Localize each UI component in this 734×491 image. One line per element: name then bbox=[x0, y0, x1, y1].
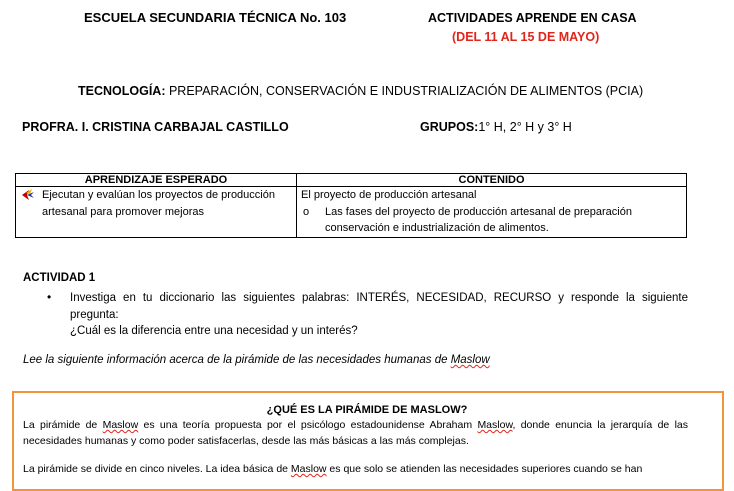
table-row bbox=[16, 187, 687, 238]
activity-title: ACTIVIDAD 1 bbox=[23, 272, 96, 284]
activity-instruction-block bbox=[70, 290, 688, 340]
maslow-word: Maslow bbox=[290, 463, 327, 475]
header-content: CONTENIDO bbox=[297, 174, 687, 187]
activity-instruction: Investiga en tu diccionario las siguientes palabras: INTERÉS, NECESIDAD, RECURSO y responde la siguiente pregunta: bbox=[70, 292, 688, 321]
p2-text-a: La pirámide se divide en cinco niveles. La idea básica de bbox=[23, 463, 291, 475]
reading-prompt-text: Lee la siguiente información acerca de la pirámide de las necesidades humanas de bbox=[23, 354, 451, 366]
header-expected: APRENDIZAJE ESPERADO bbox=[16, 174, 297, 187]
groups-label: GRUPOS: bbox=[420, 120, 479, 134]
maslow-word: Maslow bbox=[450, 354, 490, 366]
content-item bbox=[301, 204, 682, 237]
subject-line bbox=[78, 84, 643, 98]
groups-value: 1° H, 2° H y 3° H bbox=[478, 120, 572, 134]
table-header-row bbox=[16, 174, 687, 187]
p1-text-b: es una teoría propuesta por el psicólogo estadounidense Abraham bbox=[138, 419, 478, 431]
activities-title: ACTIVIDADES APRENDE EN CASA bbox=[428, 11, 637, 25]
date-range: (DEL 11 AL 15 DE MAYO) bbox=[452, 30, 600, 44]
circle-bullet: o bbox=[303, 205, 310, 218]
p1-text-a: La pirámide de bbox=[23, 419, 103, 431]
teacher-name: PROFRA. I. CRISTINA CARBAJAL CASTILLO bbox=[22, 120, 289, 134]
learning-table bbox=[15, 173, 687, 238]
info-paragraph-1 bbox=[23, 417, 688, 449]
maslow-word: Maslow bbox=[102, 419, 139, 431]
subject-value: PREPARACIÓN, CONSERVACIÓN E INDUSTRIALIZACIÓN DE ALIMENTOS (PCIA) bbox=[165, 84, 644, 98]
content-intro: El proyecto de producción artesanal bbox=[301, 189, 477, 201]
school-name: ESCUELA SECUNDARIA TÉCNICA No. 103 bbox=[84, 10, 347, 25]
groups-line bbox=[420, 120, 572, 134]
expected-text: Ejecutan y evalúan los proyectos de producción artesanal para promover mejoras bbox=[42, 189, 275, 218]
p2-text-b: es que solo se atienden las necesidades superiores cuando se han bbox=[326, 463, 643, 475]
expected-cell bbox=[16, 187, 297, 238]
info-box-title: ¿QUÉ ES LA PIRÁMIDE DE MASLOW? bbox=[266, 404, 468, 416]
info-paragraph-2 bbox=[23, 461, 688, 477]
subject-label: TECNOLOGÍA: bbox=[78, 84, 166, 98]
activity-bullet: • bbox=[47, 290, 52, 304]
activity-question: ¿Cuál es la diferencia entre una necesidad y un interés? bbox=[70, 325, 358, 337]
maslow-word: Maslow bbox=[477, 419, 513, 431]
arrow-bullet-icon bbox=[22, 189, 34, 201]
reading-prompt bbox=[23, 354, 490, 366]
p1-text-c: , donde enuncia la jerarquía de las necesidades humanas y como poder satisfacerlas, desde las más básicas a las más complejas. bbox=[23, 419, 688, 447]
content-item-text: Las fases del proyecto de producción artesanal de preparación conservación e industrialización de alimentos. bbox=[325, 205, 632, 234]
content-cell bbox=[297, 187, 687, 238]
